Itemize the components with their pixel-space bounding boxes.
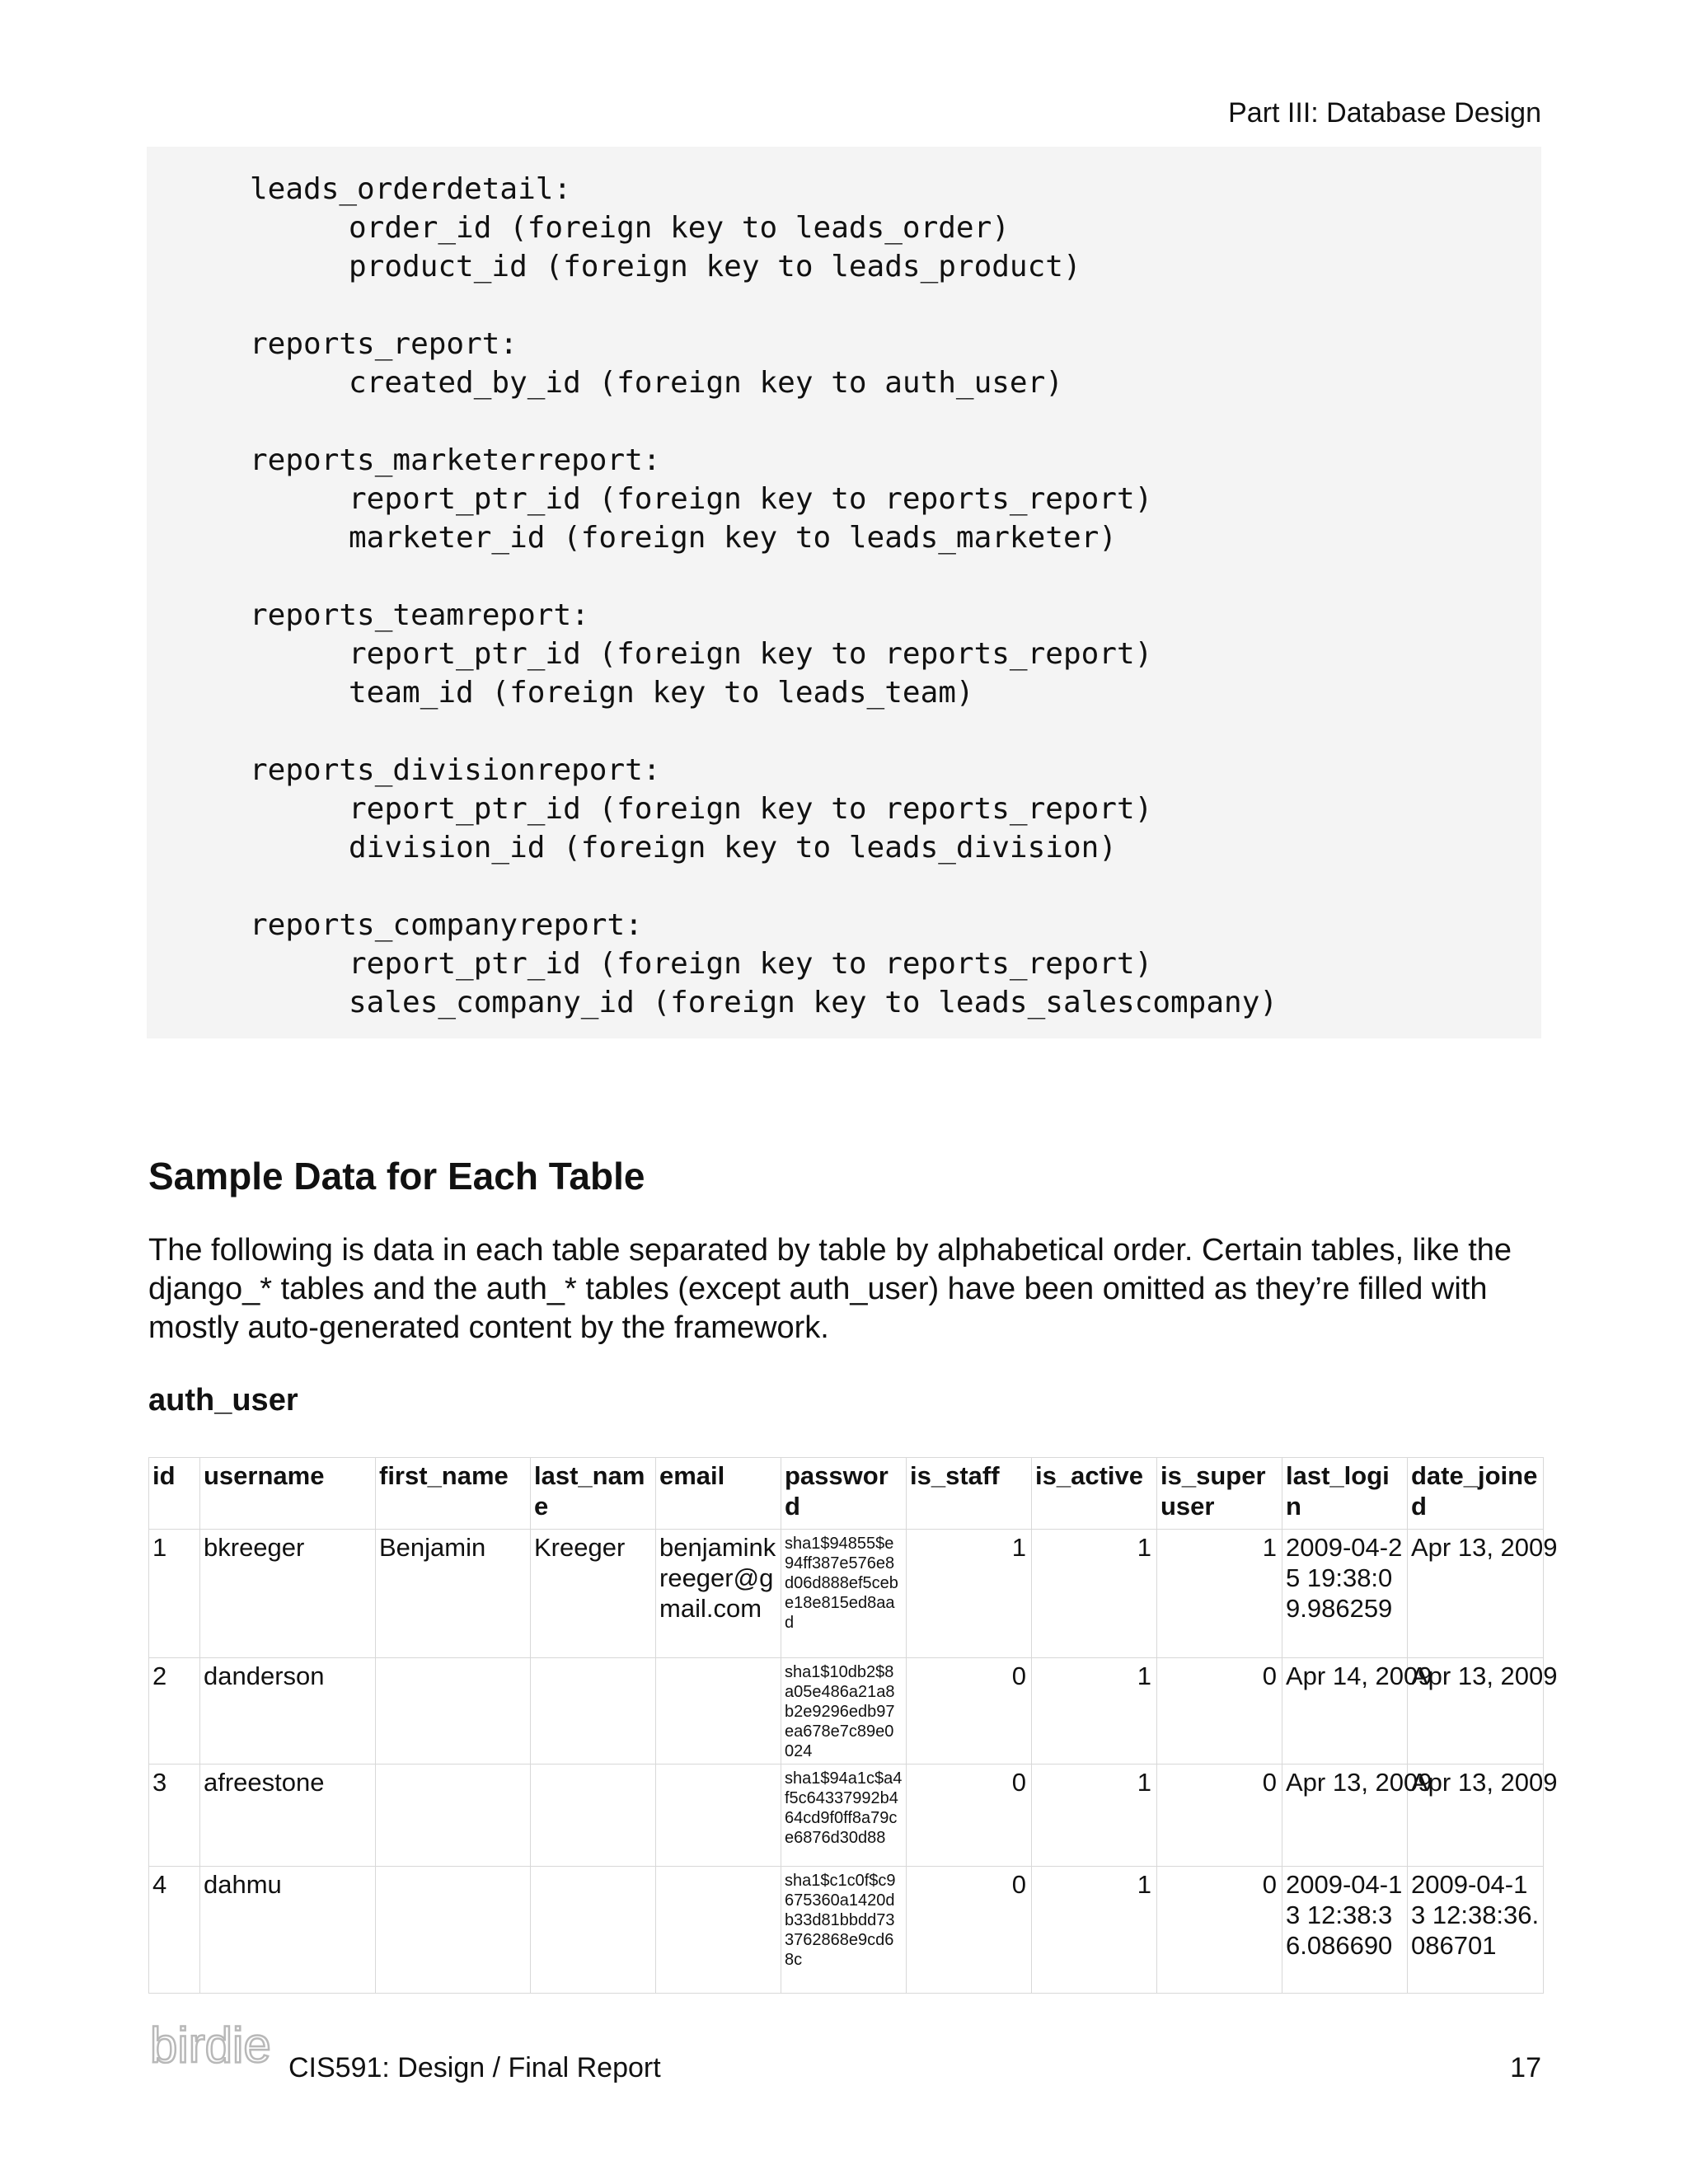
birdie-logo-text: birdie: [150, 2018, 271, 2073]
cell-is-superuser: 1: [1157, 1530, 1282, 1658]
column-header: is_active: [1032, 1458, 1157, 1530]
table-row: [149, 1765, 1544, 1867]
column-header: last_login: [1282, 1458, 1408, 1530]
cell-last-name: [531, 1765, 656, 1867]
cell-is-active: 1: [1032, 1867, 1157, 1994]
column-header: is_superuser: [1157, 1458, 1282, 1530]
code-field: product_id (foreign key to leads_product): [349, 250, 1081, 284]
cell-last-name: Kreeger: [531, 1530, 656, 1658]
code-group-reports-marketerreport: [250, 441, 1541, 557]
page-header: Part III: Database Design: [1228, 97, 1541, 129]
code-group-reports-divisionreport: [250, 751, 1541, 867]
cell-username: afreestone: [200, 1765, 376, 1867]
code-field: report_ptr_id (foreign key to reports_report): [349, 637, 1153, 671]
cell-is-staff: 0: [907, 1765, 1032, 1867]
cell-last-login: 2009-04-13 12:38:36.086690: [1282, 1867, 1408, 1994]
cell-date-joined: Apr 13, 2009: [1408, 1765, 1544, 1867]
cell-is-active: 1: [1032, 1658, 1157, 1765]
column-header: date_joined: [1408, 1458, 1544, 1530]
code-field: report_ptr_id (foreign key to reports_report): [349, 947, 1153, 981]
cell-is-staff: 1: [907, 1530, 1032, 1658]
cell-date-joined: 2009-04-13 12:38:36.086701: [1408, 1867, 1544, 1994]
birdie-logo-icon: [148, 2016, 271, 2075]
cell-first-name: [376, 1765, 531, 1867]
code-field: report_ptr_id (foreign key to reports_report): [349, 482, 1153, 516]
code-table-name: reports_report:: [250, 327, 518, 361]
cell-email: benjaminkreeger@gmail.com: [656, 1530, 781, 1658]
section-title: Sample Data for Each Table: [148, 1155, 645, 1197]
cell-last-name: [531, 1658, 656, 1765]
column-header: email: [656, 1458, 781, 1530]
code-table-name: reports_companyreport:: [250, 908, 643, 942]
cell-last-name: [531, 1867, 656, 1994]
table-title: auth_user: [148, 1383, 298, 1418]
cell-email: [656, 1658, 781, 1765]
table-row: [149, 1530, 1544, 1658]
cell-date-joined: Apr 13, 2009: [1408, 1658, 1544, 1765]
cell-is-superuser: 0: [1157, 1765, 1282, 1867]
code-field: division_id (foreign key to leads_division): [349, 831, 1117, 865]
cell-first-name: [376, 1867, 531, 1994]
cell-username: dahmu: [200, 1867, 376, 1994]
cell-is-superuser: 0: [1157, 1658, 1282, 1765]
column-header: is_staff: [907, 1458, 1032, 1530]
cell-is-active: 1: [1032, 1765, 1157, 1867]
column-header: first_name: [376, 1458, 531, 1530]
code-field: created_by_id (foreign key to auth_user): [349, 366, 1063, 400]
column-header: username: [200, 1458, 376, 1530]
footer-report-title: CIS591: Design / Final Report: [288, 2052, 661, 2083]
table-row: [149, 1867, 1544, 1994]
cell-password: sha1$94855$e94ff387e576e8d06d888ef5cebe18e815ed8aad: [781, 1530, 907, 1658]
cell-id: 2: [149, 1658, 200, 1765]
cell-id: 3: [149, 1765, 200, 1867]
code-field: team_id (foreign key to leads_team): [349, 676, 974, 710]
code-group-reports-report: [250, 325, 1541, 402]
cell-password: sha1$94a1c$a4f5c64337992b464cd9f0ff8a79ce6876d30d88: [781, 1765, 907, 1867]
code-table-name: reports_teamreport:: [250, 598, 589, 632]
cell-is-superuser: 0: [1157, 1867, 1282, 1994]
cell-password: sha1$10db2$8a05e486a21a8b2e9296edb97ea678e7c89e0024: [781, 1658, 907, 1765]
column-header: last_name: [531, 1458, 656, 1530]
intro-paragraph: The following is data in each table separated by table by alphabetical order. Certain tables, like the django_* tables and the auth_* tables (except auth_user) have been omitted as they’re filled with mostly auto-generated content by the framework.: [148, 1233, 1512, 1345]
code-field: marketer_id (foreign key to leads_marketer): [349, 521, 1117, 555]
column-header: id: [149, 1458, 200, 1530]
cell-last-login: 2009-04-25 19:38:09.986259: [1282, 1530, 1408, 1658]
code-field: report_ptr_id (foreign key to reports_report): [349, 792, 1153, 826]
code-field: sales_company_id (foreign key to leads_salescompany): [349, 986, 1278, 1019]
cell-username: bkreeger: [200, 1530, 376, 1658]
column-header: password: [781, 1458, 907, 1530]
cell-date-joined: Apr 13, 2009: [1408, 1530, 1544, 1658]
cell-id: 4: [149, 1867, 200, 1994]
code-field: order_id (foreign key to leads_order): [349, 211, 1010, 245]
cell-password: sha1$c1c0f$c9675360a1420db33d81bbdd733762868e9cd68c: [781, 1867, 907, 1994]
auth-user-table: [148, 1457, 1558, 1994]
table-row: [149, 1658, 1544, 1765]
schema-code-block: [147, 147, 1541, 1038]
cell-email: [656, 1765, 781, 1867]
code-group-reports-companyreport: [250, 906, 1541, 1022]
cell-last-login: Apr 14, 2009: [1282, 1658, 1408, 1765]
cell-email: [656, 1867, 781, 1994]
cell-first-name: [376, 1658, 531, 1765]
cell-first-name: Benjamin: [376, 1530, 531, 1658]
code-table-name: reports_marketerreport:: [250, 443, 661, 477]
page-number: 17: [1510, 2052, 1541, 2083]
cell-username: danderson: [200, 1658, 376, 1765]
cell-id: 1: [149, 1530, 200, 1658]
table-header-row: [149, 1458, 1544, 1530]
code-group-leads-orderdetail: [250, 170, 1541, 286]
cell-is-staff: 0: [907, 1658, 1032, 1765]
cell-last-login: Apr 13, 2009: [1282, 1765, 1408, 1867]
code-group-reports-teamreport: [250, 596, 1541, 712]
code-table-name: reports_divisionreport:: [250, 753, 661, 787]
code-table-name: leads_orderdetail:: [250, 172, 572, 206]
cell-is-active: 1: [1032, 1530, 1157, 1658]
cell-is-staff: 0: [907, 1867, 1032, 1994]
